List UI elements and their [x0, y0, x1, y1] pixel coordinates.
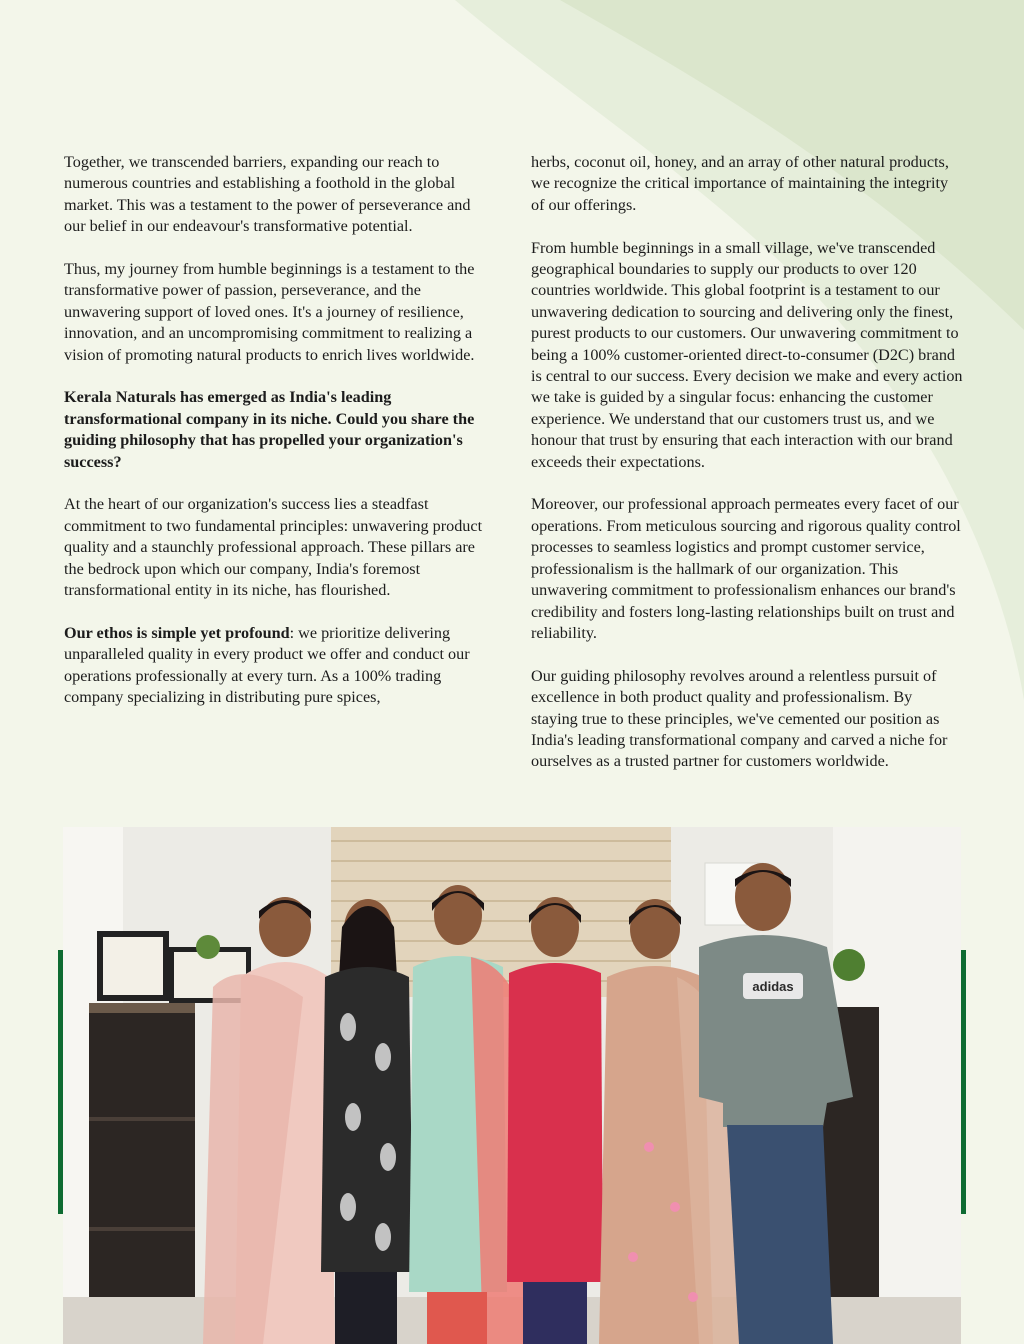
paragraph: Our guiding philosophy revolves around a relentless pursuit of excellence in both product quality and professionalism. By staying true to these principles, we've cemented our position as India's leading transformational company and carved a niche for ourselves as a trusted partner for customers worldwide. [531, 666, 948, 771]
article-right-column [531, 152, 963, 794]
paragraph: Thus, my journey from humble beginnings is a testament to the transformative power of passion, perseverance, and the unwavering support of loved ones. It's a journey of resilience, innovation, and an uncompromising commitment to realizing a vision of promoting natural products to enrich lives worldwide. [64, 260, 475, 364]
paragraph-continuation: : we prioritize delivering unparalleled quality in every product we offer and conduct our operations professionally at every turn. As a 100% trading company specializing in distributing pure spices, [64, 623, 470, 707]
paragraph: At the heart of our organization's success lies a steadfast commitment to two fundamental principles: unwavering product quality and a staunchly professional approach. These pillars are the bedrock upon which our company, India's foremost transformational entity in its niche, has flourished. [64, 495, 483, 600]
article-left-column [64, 152, 496, 730]
tshirt-logo-text: adidas [752, 979, 794, 994]
team-photo-illustration [63, 827, 961, 1344]
paragraph: From humble beginnings in a small village, we've transcended geographical boundaries to supply our products to over 120 countries worldwide. This global footprint is a testament to our unwavering dedication to sourcing and delivering only the finest, purest products to our customers. Our unwavering commitment to being a 100% customer-oriented direct-to-consumer (D2C) brand is central to our success. Every decision we make and every action we take is guided by a singular focus: enhancing the customer experience. We understand that our customers trust us, and we honour that trust by ensuring that each interaction with our brand exceeds their expectations. [531, 238, 963, 471]
paragraph: herbs, coconut oil, honey, and an array of other natural products, we recognize the critical importance of maintaining the integrity of our offerings. [531, 153, 949, 214]
paragraph [64, 623, 496, 709]
team-photo [63, 827, 961, 1344]
paragraph: Moreover, our professional approach permeates every facet of our operations. From meticulous sourcing and rigorous quality control processes to seamless logistics and prompt customer service, professionalism is the hallmark of our organization. This unwavering commitment to professionalism enhances our brand's credibility and fosters long-lasting relationships built on trust and reliability. [531, 495, 961, 642]
interview-question: Kerala Naturals has emerged as India's leading transformational company in its niche. Could you share the guiding philosophy that has propelled your organization's success? [64, 388, 475, 471]
emphasis-text: Our ethos is simple yet profound [64, 623, 290, 642]
paragraph: Together, we transcended barriers, expanding our reach to numerous countries and establishing a foothold in the global market. This was a testament to the power of perseverance and our belief in our endeavour's transformative potential. [64, 153, 471, 236]
